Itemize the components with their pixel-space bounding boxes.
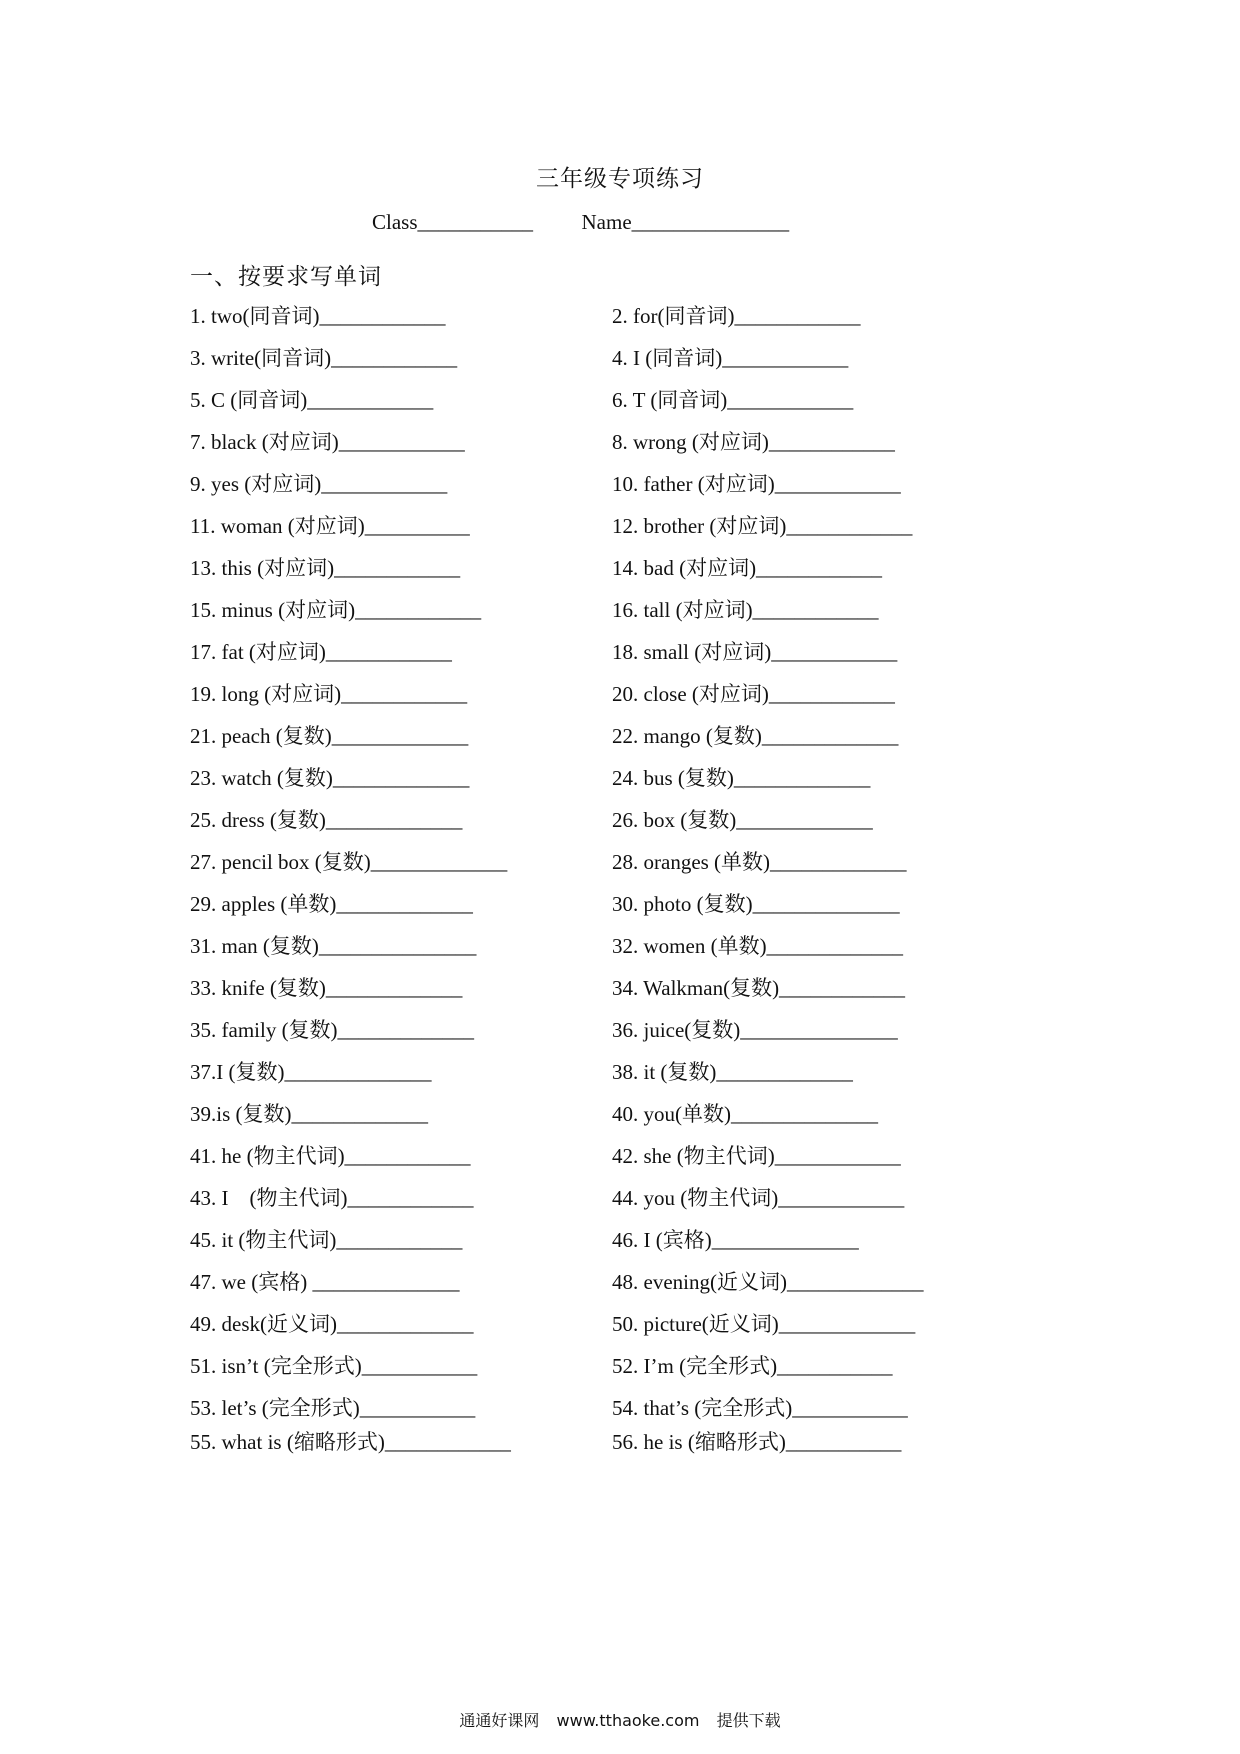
exercise-item: 37.I (复数)______________ [190,1060,432,1084]
exercise-row [0,342,1240,384]
exercise-row [0,384,1240,426]
exercise-item: 4. I (同音词)____________ [612,346,849,370]
exercise-item: 26. box (复数)_____________ [612,808,873,832]
exercise-item: 36. juice(复数)_______________ [612,1018,898,1042]
exercise-item: 56. he is (缩略形式)___________ [612,1430,902,1454]
exercise-item: 53. let’s (完全形式)___________ [190,1396,476,1420]
name-field: Name_______________ [581,210,790,234]
exercise-item: 30. photo (复数)______________ [612,892,900,916]
exercise-item: 45. it (物主代词)____________ [190,1228,463,1252]
exercise-row [0,1182,1240,1224]
exercise-item: 18. small (对应词)____________ [612,640,898,664]
exercise-row [0,972,1240,1014]
exercise-item: 39.is (复数)_____________ [190,1102,428,1126]
exercise-item: 16. tall (对应词)____________ [612,598,879,622]
exercise-item: 20. close (对应词)____________ [612,682,895,706]
section-heading: 一、按要求写单词 [190,264,382,290]
exercise-row [0,888,1240,930]
exercise-item: 52. I’m (完全形式)___________ [612,1354,893,1378]
exercise-row [0,1140,1240,1182]
exercise-item: 54. that’s (完全形式)___________ [612,1396,908,1420]
exercise-item: 44. you (物主代词)____________ [612,1186,905,1210]
exercise-item: 24. bus (复数)_____________ [612,766,871,790]
exercise-item: 38. it (复数)_____________ [612,1060,853,1084]
exercise-item: 55. what is (缩略形式)____________ [190,1430,511,1454]
footer-url: www.tthaoke.com [556,1711,700,1730]
exercise-item: 46. I (宾格)______________ [612,1228,859,1252]
exercise-row [0,1308,1240,1350]
exercise-item: 33. knife (复数)_____________ [190,976,463,1000]
exercise-item: 2. for(同音词)____________ [612,304,861,328]
exercise-item: 25. dress (复数)_____________ [190,808,463,832]
exercise-row [0,720,1240,762]
exercise-item: 7. black (对应词)____________ [190,430,465,454]
exercise-row [0,1056,1240,1098]
exercise-item: 35. family (复数)_____________ [190,1018,475,1042]
exercise-item: 3. write(同音词)____________ [190,346,458,370]
footer-suffix: 提供下载 [716,1711,781,1730]
exercise-item: 51. isn’t (完全形式)___________ [190,1354,478,1378]
exercise-item: 34. Walkman(复数)____________ [612,976,906,1000]
exercise-item: 40. you(单数)______________ [612,1102,878,1126]
exercise-item: 14. bad (对应词)____________ [612,556,883,580]
exercise-row [0,678,1240,720]
exercise-row [0,426,1240,468]
exercise-row [0,300,1240,342]
student-info [372,210,789,235]
exercise-item: 43. I (物主代词)____________ [190,1186,474,1210]
exercise-item: 42. she (物主代词)____________ [612,1144,901,1168]
exercise-row [0,1098,1240,1140]
exercise-row [0,636,1240,678]
exercise-item: 29. apples (单数)_____________ [190,892,473,916]
exercise-item: 17. fat (对应词)____________ [190,640,452,664]
exercise-row [0,1350,1240,1392]
exercise-row [0,804,1240,846]
exercise-item: 8. wrong (对应词)____________ [612,430,895,454]
page-footer [0,1708,1240,1731]
exercise-item: 23. watch (复数)_____________ [190,766,470,790]
exercise-row [0,1266,1240,1308]
exercise-item: 5. C (同音词)____________ [190,388,434,412]
exercise-row [0,1426,1240,1468]
exercise-item: 22. mango (复数)_____________ [612,724,899,748]
exercise-item: 9. yes (对应词)____________ [190,472,448,496]
exercise-row [0,1014,1240,1056]
footer-site-name: 通通好课网 [459,1711,540,1730]
exercise-item: 47. we (宾格) ______________ [190,1270,460,1294]
exercise-item: 11. woman (对应词)__________ [190,514,470,538]
exercise-row [0,510,1240,552]
page-title: 三年级专项练习 [536,166,704,192]
exercise-item: 10. father (对应词)____________ [612,472,901,496]
exercise-item: 13. this (对应词)____________ [190,556,461,580]
exercise-item: 27. pencil box (复数)_____________ [190,850,508,874]
exercise-item: 49. desk(近义词)_____________ [190,1312,474,1336]
class-field: Class___________ [372,210,534,234]
exercise-item: 50. picture(近义词)_____________ [612,1312,916,1336]
exercise-row [0,468,1240,510]
exercise-item: 31. man (复数)_______________ [190,934,477,958]
exercise-item: 32. women (单数)_____________ [612,934,904,958]
exercise-item: 12. brother (对应词)____________ [612,514,913,538]
exercise-row [0,552,1240,594]
exercise-item: 6. T (同音词)____________ [612,388,854,412]
exercise-item: 1. two(同音词)____________ [190,304,446,328]
exercise-item: 19. long (对应词)____________ [190,682,468,706]
exercise-item: 21. peach (复数)_____________ [190,724,469,748]
exercise-row [0,594,1240,636]
exercise-item: 15. minus (对应词)____________ [190,598,482,622]
exercise-row [0,930,1240,972]
exercise-row [0,846,1240,888]
exercise-item: 28. oranges (单数)_____________ [612,850,907,874]
exercise-item: 48. evening(近义词)_____________ [612,1270,924,1294]
exercise-item: 41. he (物主代词)____________ [190,1144,471,1168]
exercise-row [0,1224,1240,1266]
exercise-row [0,762,1240,804]
